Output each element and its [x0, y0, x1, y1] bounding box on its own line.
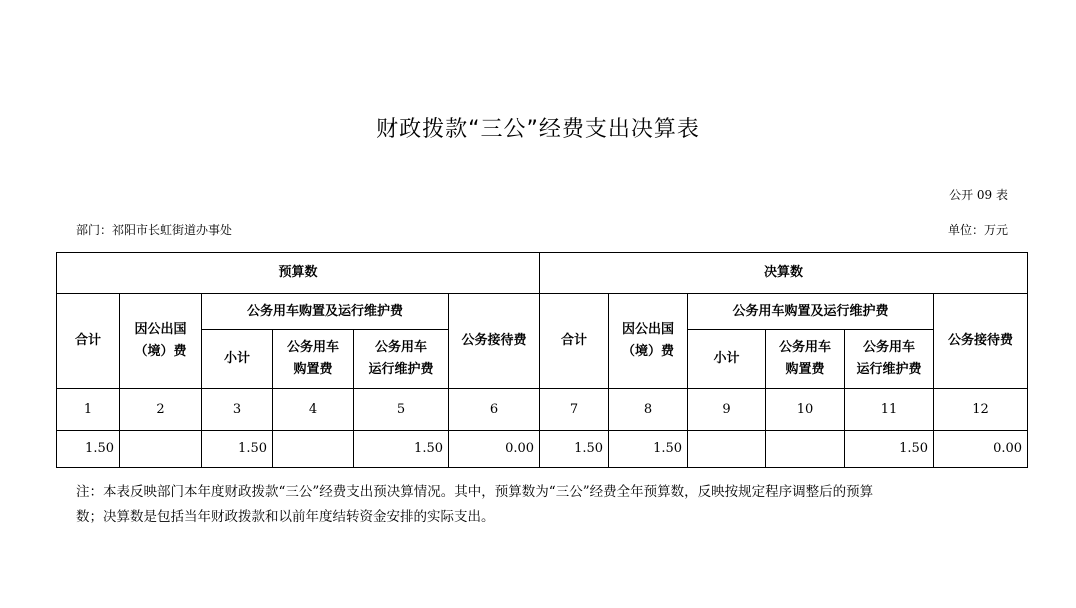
header-budget-group: 预算数 — [57, 253, 540, 294]
header-final-purchase-line1: 公务用车 — [779, 340, 832, 355]
header-final-abroad-line2: （境）费 — [622, 344, 675, 359]
index-cell: 8 — [609, 389, 688, 431]
header-final-abroad — [609, 294, 688, 389]
index-cell: 11 — [845, 389, 934, 431]
budget-vehicle-subtotal-value: 1.50 — [202, 431, 273, 468]
header-final-reception: 公务接待费 — [934, 294, 1028, 389]
index-cell: 6 — [449, 389, 540, 431]
final-vehicle-subtotal-value — [688, 431, 766, 468]
index-cell: 5 — [354, 389, 449, 431]
budget-vehicle-maintenance-value: 1.50 — [354, 431, 449, 468]
index-cell: 10 — [766, 389, 845, 431]
budget-abroad-value — [120, 431, 202, 468]
header-final-maintenance-line2: 运行维护费 — [856, 362, 922, 377]
header-budget-abroad-line1: 因公出国 — [134, 322, 187, 337]
index-cell: 4 — [273, 389, 354, 431]
final-abroad-value: 1.50 — [609, 431, 688, 468]
header-budget-vehicle: 公务用车购置及运行维护费 — [202, 294, 449, 330]
header-budget-maintenance — [354, 330, 449, 389]
data-row — [57, 431, 1028, 468]
header-budget-total: 合计 — [57, 294, 120, 389]
form-number: 公开 09 表 — [949, 188, 1008, 202]
header-final-purchase-line2: 购置费 — [785, 362, 825, 377]
header-final-total: 合计 — [540, 294, 609, 389]
header-final-maintenance-line1: 公务用车 — [863, 340, 916, 355]
header-final-vehicle: 公务用车购置及运行维护费 — [688, 294, 934, 330]
footnote — [76, 480, 1021, 530]
index-cell: 9 — [688, 389, 766, 431]
header-final-abroad-line1: 因公出国 — [622, 322, 675, 337]
header-final-purchase — [766, 330, 845, 389]
header-budget-purchase-line2: 购置费 — [293, 362, 333, 377]
index-cell: 1 — [57, 389, 120, 431]
header-budget-abroad — [120, 294, 202, 389]
final-total-value: 1.50 — [540, 431, 609, 468]
header-final-subtotal: 小计 — [688, 330, 766, 389]
header-budget-purchase — [273, 330, 354, 389]
final-vehicle-purchase-value — [766, 431, 845, 468]
index-row — [57, 389, 1028, 431]
header-budget-subtotal: 小计 — [202, 330, 273, 389]
group-header-row — [57, 253, 1028, 294]
header-budget-purchase-line1: 公务用车 — [286, 340, 339, 355]
column-header-row-1 — [57, 294, 1028, 330]
footnote-line-1: 注：本表反映部门本年度财政拨款“三公”经费支出预决算情况。其中，预算数为“三公”经费全年预算数，反映按规定程序调整后的预算 — [76, 484, 874, 500]
department-label: 部门：祁阳市长虹街道办事处 — [76, 223, 233, 237]
page-title: 财政拨款“三公”经费支出决算表 — [376, 117, 700, 142]
header-final-group: 决算数 — [540, 253, 1028, 294]
final-reception-value: 0.00 — [934, 431, 1028, 468]
budget-reception-value: 0.00 — [449, 431, 540, 468]
index-cell: 3 — [202, 389, 273, 431]
header-budget-abroad-line2: （境）费 — [134, 344, 187, 359]
budget-total-value: 1.50 — [57, 431, 120, 468]
index-cell: 7 — [540, 389, 609, 431]
header-budget-maintenance-line1: 公务用车 — [374, 340, 427, 355]
header-budget-reception: 公务接待费 — [449, 294, 540, 389]
header-budget-maintenance-line2: 运行维护费 — [368, 362, 434, 377]
budget-vehicle-purchase-value — [273, 431, 354, 468]
unit-label: 单位：万元 — [947, 223, 1008, 237]
final-vehicle-maintenance-value: 1.50 — [845, 431, 934, 468]
three-public-expenses-table — [56, 252, 1028, 468]
footnote-line-2: 数；决算数是包括当年财政拨款和以前年度结转资金安排的实际支出。 — [76, 509, 495, 525]
index-cell: 12 — [934, 389, 1028, 431]
header-final-maintenance — [845, 330, 934, 389]
index-cell: 2 — [120, 389, 202, 431]
